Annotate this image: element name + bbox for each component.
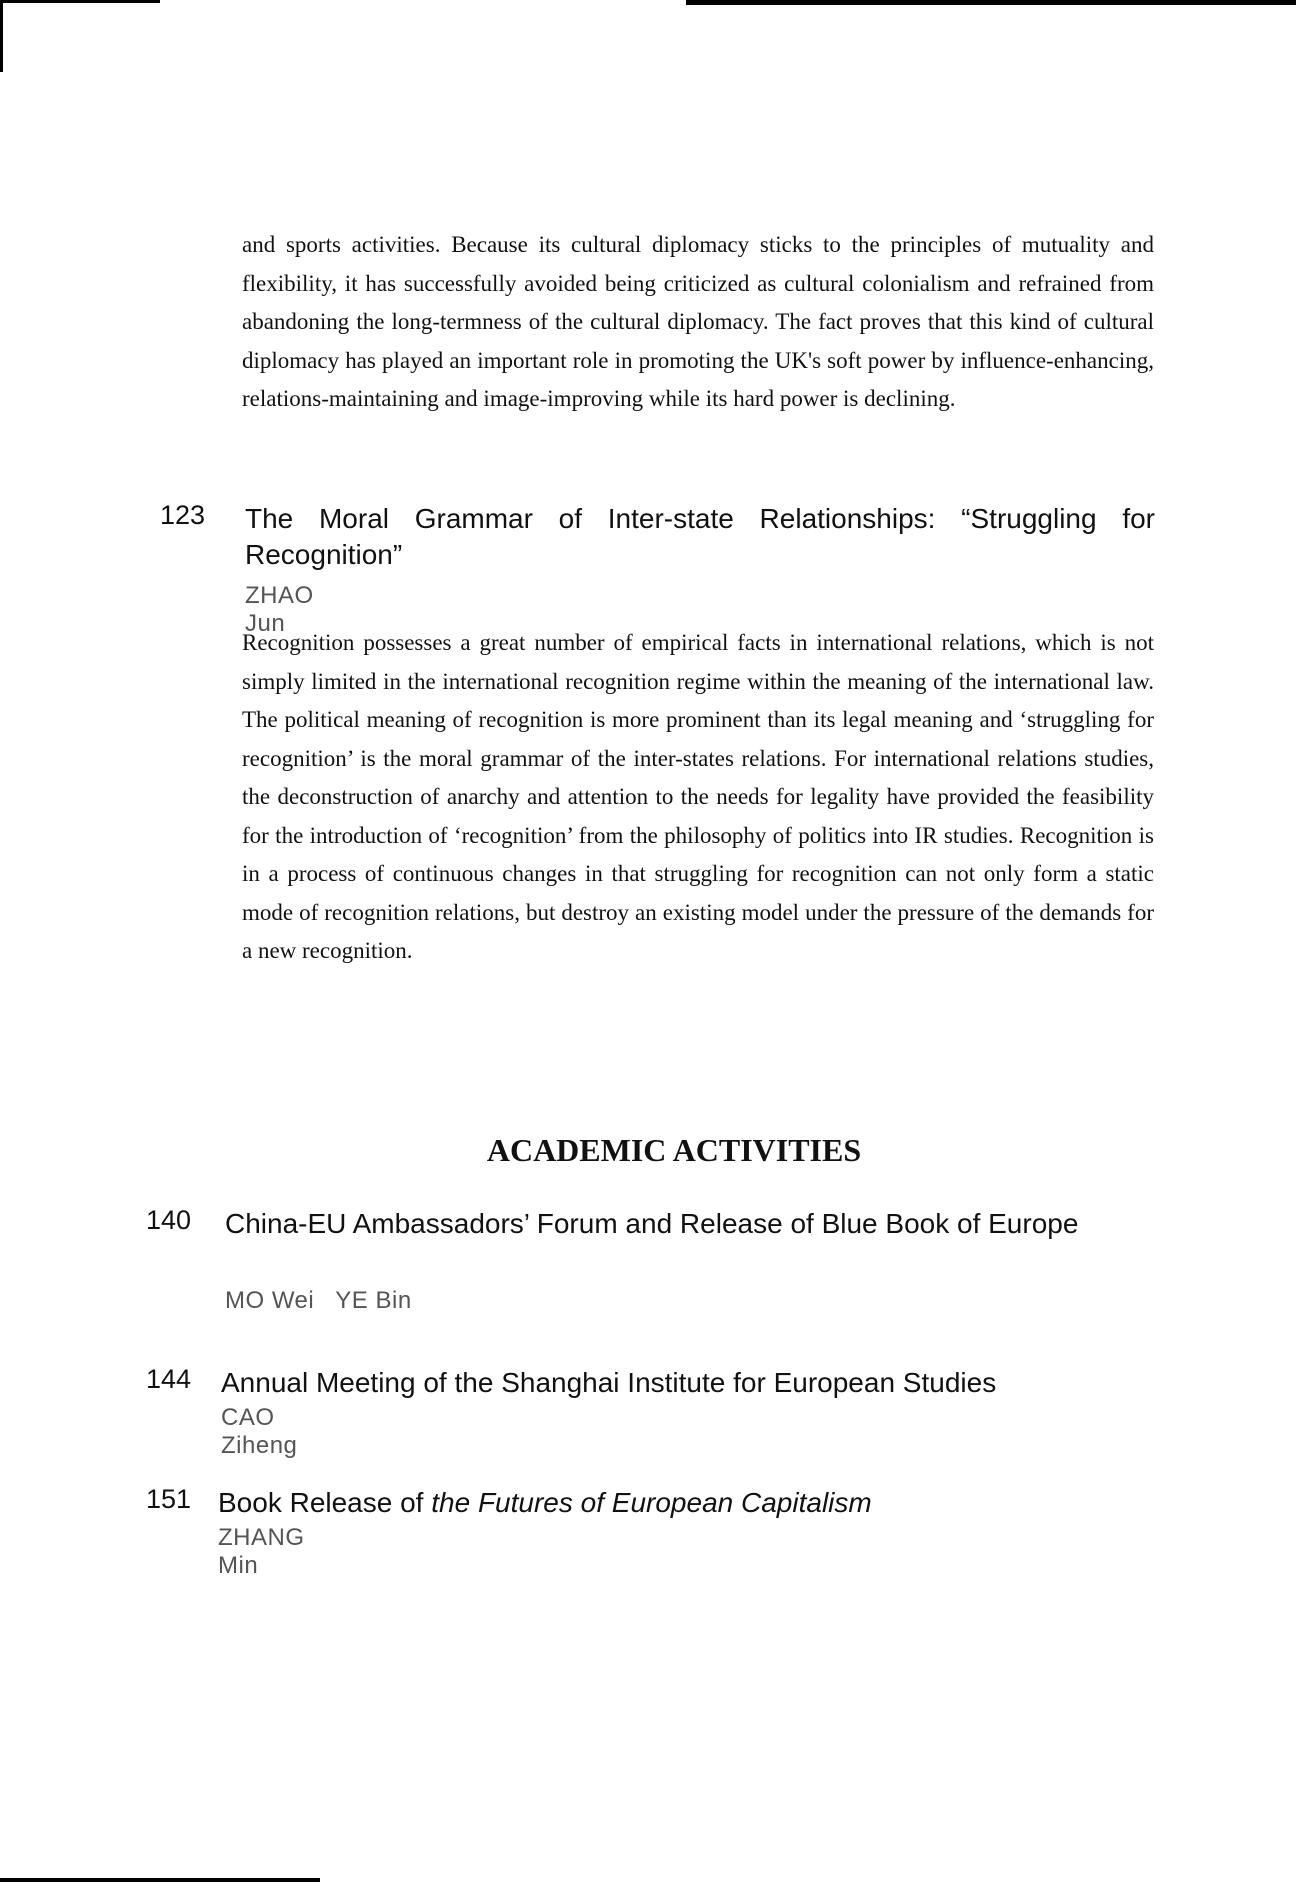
activity-title-book: the Futures of European Capitalism — [431, 1487, 872, 1518]
article-title: The Moral Grammar of Inter-state Relationships: “Struggling for Recognition” — [245, 503, 1155, 570]
activity-title-prefix: Book Release of — [218, 1487, 432, 1518]
article-abstract: Recognition possesses a great number of empirical facts in international relations, which is not simply limited in the international recognition regime within the meaning of the international law. The political meaning of recognition is more prominent than its legal meaning and ‘struggling for recognition’ is the moral grammar of the inter-states relations. For international relations studies, the deconstruction of anarchy and attention to the needs for legality have provided the feasibility for the introduction of ‘recognition’ from the philosophy of politics into IR studies. Recognition is in a process of continuous changes in that struggling for recognition can not only form a static mode of recognition relations, but destroy an existing model under the pressure of the demands for a new recognition. — [242, 630, 1154, 963]
abstract-continued: and sports activities. Because its cultural diplomacy sticks to the principles of mutuality and flexibility, it has successfully avoided being criticized as cultural colonialism and refrained from abandoning the long-termness of the cultural diplomacy. The fact proves that this kind of cultural diplomacy has played an important role in promoting the UK's soft power by influence-enhancing, relations-maintaining and image-improving while its hard power is declining. — [242, 232, 1154, 411]
page-number: 140 — [146, 1205, 192, 1235]
activity-title: Annual Meeting of the Shanghai Institute for European Studies — [221, 1367, 997, 1398]
section-heading: ACADEMIC ACTIVITIES — [486, 1132, 862, 1168]
page-number: 123 — [160, 500, 206, 530]
scan-edge-top-left — [0, 0, 160, 3]
page-number: 144 — [146, 1364, 192, 1394]
article-author: ZHAO Jun — [245, 582, 314, 637]
activity-author: ZHANG Min — [218, 1524, 305, 1579]
scan-edge-bottom-left — [0, 1878, 320, 1882]
page-number: 151 — [146, 1484, 192, 1514]
scan-edge-top-right — [686, 0, 1296, 5]
activity-author: CAO Ziheng — [221, 1404, 298, 1459]
activity-title: China-EU Ambassadors’ Forum and Release of Blue Book of Europe — [225, 1208, 1079, 1239]
activity-author: MO Wei YE Bin — [225, 1287, 412, 1314]
activity-title — [218, 1485, 1138, 1521]
scan-edge-left — [0, 0, 3, 72]
